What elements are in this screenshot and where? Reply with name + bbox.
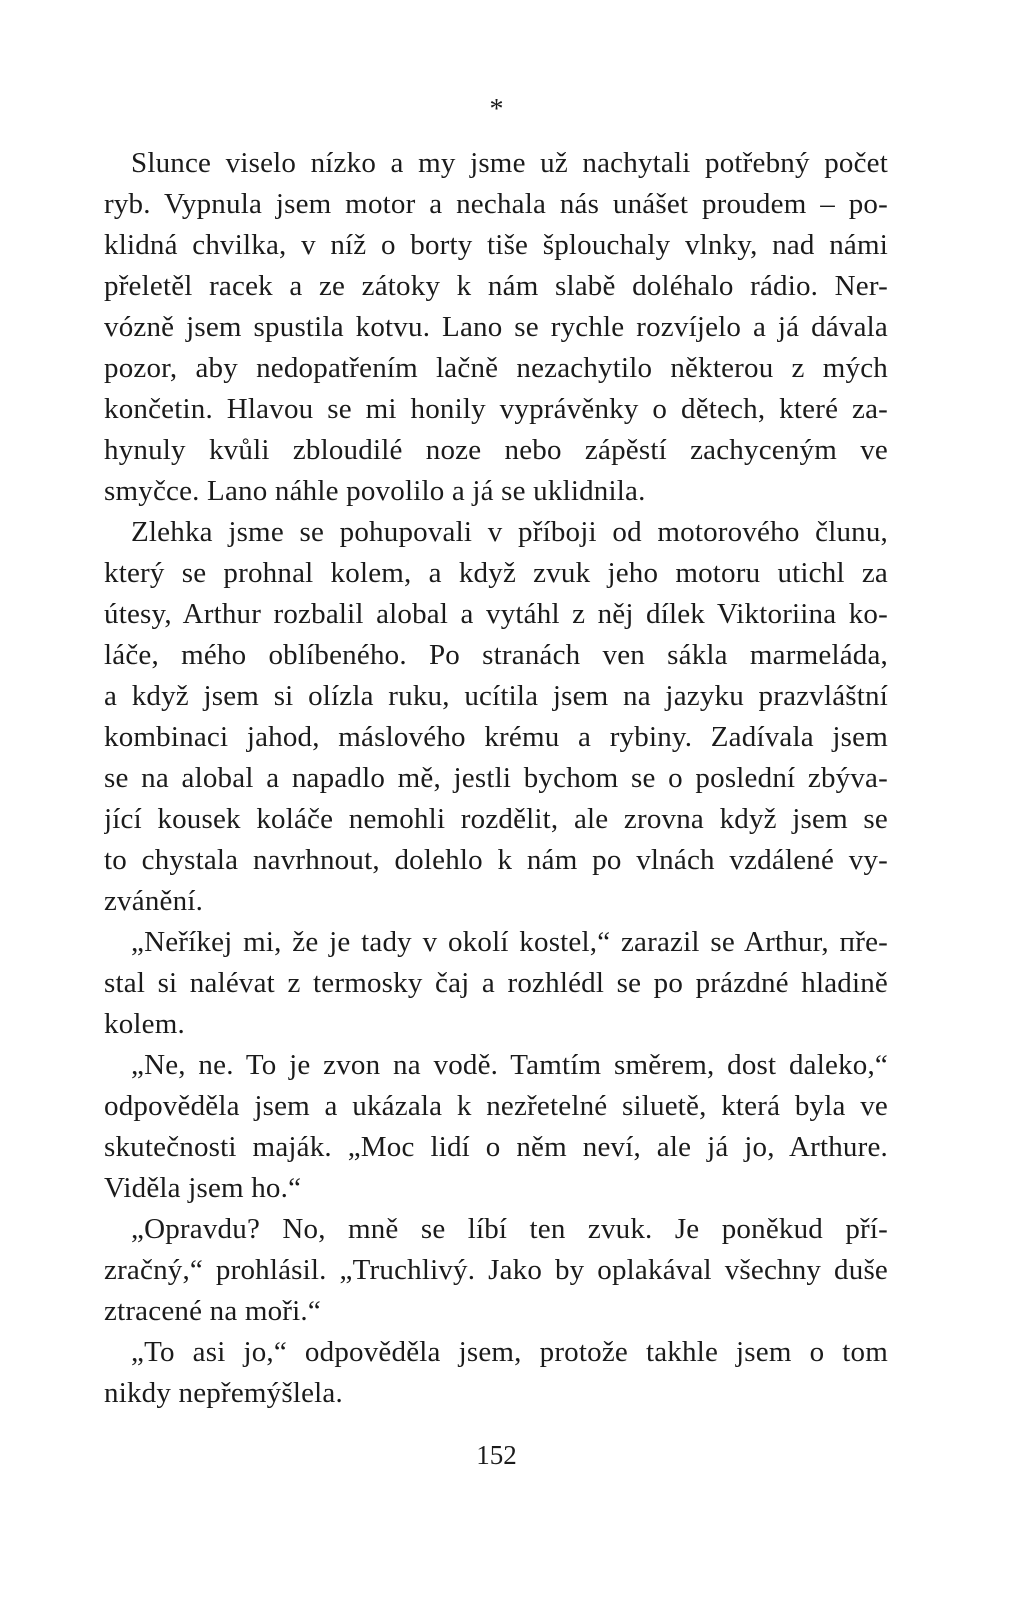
text-line: vózně jsem spustila kotvu. Lano se rychle rozvíjelo a já dávala (104, 311, 888, 343)
text-line: pozor, aby nedopatřením lačně nezachytilo některou z mých (104, 352, 888, 384)
paragraph (104, 922, 888, 1045)
text-line: a když jsem si olízla ruku, ucítila jsem na jazyku prazvláštní (104, 680, 888, 712)
text-line: zračný,“ prohlásil. „Truchlivý. Jako by oplakával všechny duše (104, 1254, 888, 1286)
body-text (104, 143, 888, 1414)
text-line: ryb. Vypnula jsem motor a nechala nás unášet proudem – po- (104, 188, 888, 220)
paragraph (104, 1209, 888, 1332)
text-line: ztracené na moři.“ (104, 1295, 321, 1327)
text-line: „To asi jo,“ odpověděla jsem, protože takhle jsem o tom (131, 1336, 888, 1368)
text-line: smyčce. Lano náhle povolilo a já se uklidnila. (104, 475, 646, 507)
text-line: kombinaci jahod, máslového krému a rybiny. Zadívala jsem (104, 721, 888, 753)
text-line: zvánění. (104, 885, 204, 917)
text-line: odpověděla jsem a ukázala k nezřetelné siluetě, která byla ve (104, 1090, 888, 1122)
text-line: skutečnosti maják. „Moc lidí o něm neví, ale já jo, Arthure. (104, 1131, 888, 1163)
text-line: „Ne, ne. To je zvon na vodě. Tamtím směrem, dost daleko,“ (131, 1049, 888, 1081)
text-line: přeletěl racek a ze zátoky k nám slabě doléhalo rádio. Ner- (104, 270, 888, 302)
text-line: klidná chvilka, v níž o borty tiše šplouchaly vlnky, nad námi (104, 229, 888, 261)
section-break-marker: * (489, 94, 504, 125)
paragraph (104, 1045, 888, 1209)
paragraph (104, 512, 888, 922)
text-line: „Opravdu? No, mně se líbí ten zvuk. Je poněkud pří- (131, 1213, 888, 1245)
text-line: Viděla jsem ho.“ (104, 1172, 302, 1204)
page-number: 152 (476, 1440, 517, 1470)
text-line: „Neříkej mi, že je tady v okolí kostel,“ zarazil se Arthur, пře- (131, 926, 888, 958)
text-line: jící kousek koláče nemohli rozdělit, ale zrovna když jsem se (104, 803, 888, 835)
text-line: stal si nalévat z termosky čaj a rozhlédl se po prázdné hladině (104, 967, 888, 999)
text-line: nikdy nepřemýšlela. (104, 1377, 343, 1409)
text-line: útesy, Arthur rozbalil alobal a vytáhl z něj dílek Viktoriina ko- (104, 598, 888, 630)
text-line: to chystala navrhnout, dolehlo k nám po vlnách vzdálené vy- (104, 844, 888, 876)
text-line: láče, mého oblíbeného. Po stranách ven sákla marmeláda, (104, 639, 888, 671)
text-line: Zlehka jsme se pohupovali v příboji od motorového člunu, (131, 516, 888, 548)
text-line: se na alobal a napadlo mě, jestli bychom se o poslední zbýva- (104, 762, 888, 794)
text-line: který se prohnal kolem, a když zvuk jeho motoru utichl za (104, 557, 888, 589)
text-line: hynuly kvůli zbloudilé noze nebo zápěstí zachyceným ve (104, 434, 888, 466)
paragraph (104, 143, 888, 512)
text-line: končetin. Hlavou se mi honily vyprávěnky o dětech, které za- (104, 393, 888, 425)
text-line: kolem. (104, 1008, 185, 1040)
text-line: Slunce viselo nízko a my jsme už nachytali potřebný počet (131, 147, 888, 179)
paragraph (104, 1332, 888, 1414)
